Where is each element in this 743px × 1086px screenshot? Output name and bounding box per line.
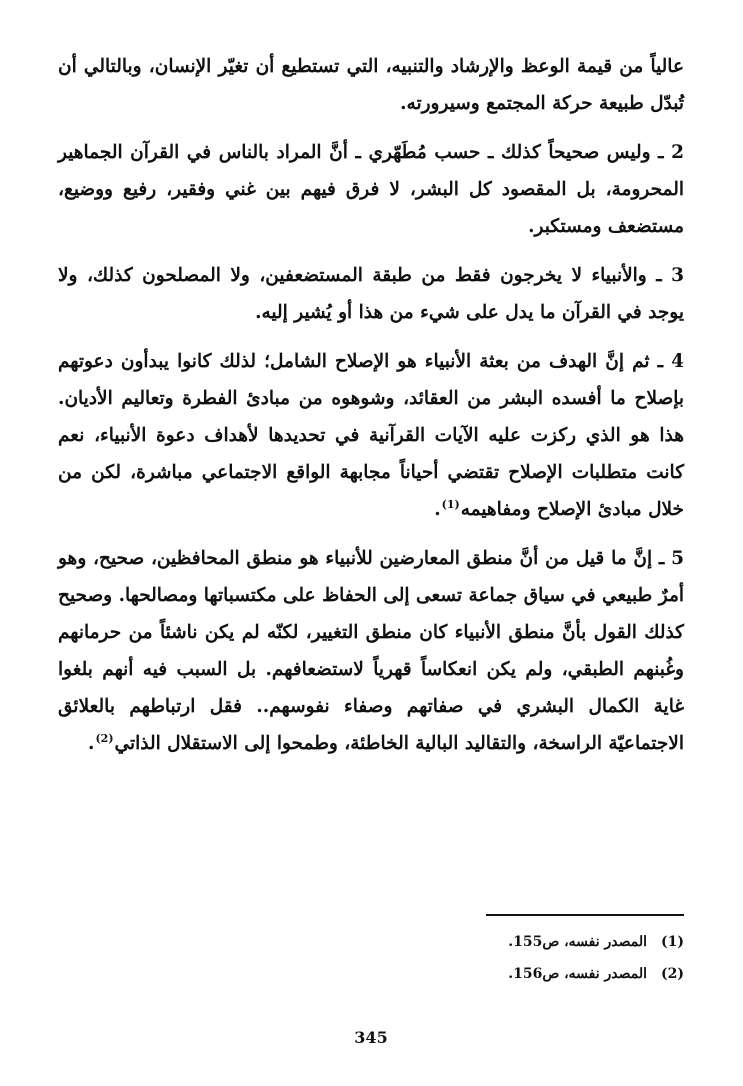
footnote-divider xyxy=(486,914,684,916)
footnote-ref-2[interactable]: (2) xyxy=(95,731,114,745)
paragraph-intro-text: عالياً من قيمة الوعظ والإرشاد والتنبيه، التي تستطيع أن تغيّر الإنسان، وبالتالي أن تُبدّل طبيعة حركة المجتمع وسيرورته. xyxy=(58,56,684,114)
paragraph-3-text: 3 ـ والأنبياء لا يخرجون فقط من طبقة المستضعفين، ولا المصلحون كذلك، ولا يوجد في القرآن ما يدل على شيء من هذا أو يُشير إليه. xyxy=(58,265,684,323)
paragraph-2-text: 2 ـ وليس صحيحاً كذلك ـ حسب مُطَهّري ـ أنَّ المراد بالناس في القرآن الجماهير المحرومة، بل المقصود كل البشر، لا فرق فيهم بين غني وفقير، رفيع ووضيع، مستضعف ومستكبر. xyxy=(58,142,684,237)
footnote-2-text: المصدر نفسه، ص156. xyxy=(508,966,647,982)
footnote-1 xyxy=(58,926,684,958)
body-text xyxy=(58,48,684,762)
paragraph-intro xyxy=(58,48,684,122)
page-number: 345 xyxy=(354,1028,388,1047)
paragraph-5 xyxy=(58,540,684,762)
paragraph-4 xyxy=(58,343,684,528)
footnote-1-text: المصدر نفسه، ص155. xyxy=(508,934,647,950)
paragraph-5-text: 5 ـ إنَّ ما قيل من أنَّ منطق المعارضين للأنبياء هو منطق المحافظين، صحيح، وهو أمرٌ طبيعي في سياق جماعة تسعى إلى الحفاظ على مكتسباتها ومصالحها. وصحيح كذلك القول بأنَّ منطق الأنبياء كان منطق التغيير، لكنّه لم يكن ناشئاً من حرمانهم وغُبنهم الطبقي، ولم يكن انعكاساً قهرياً لاستضعافهم. بل السبب فيه أنهم بلغوا غاية الكمال البشري في صفاتهم وصفاء نفوسهم.. فقل ارتباطهم بالعلائق الاجتماعيّة الراسخة، والتقاليد البالية الخاطئة، وطمحوا إلى الاستقلال الذاتي xyxy=(58,548,684,754)
paragraph-5-end: . xyxy=(87,733,95,754)
footnote-2-number: (2) xyxy=(661,966,684,982)
paragraph-4-end: . xyxy=(434,499,441,520)
footnote-1-number: (1) xyxy=(661,934,684,950)
footnotes xyxy=(58,926,684,990)
paragraph-3 xyxy=(58,257,684,331)
footnote-2 xyxy=(58,958,684,990)
paragraph-4-text: 4 ـ ثم إنَّ الهدف من بعثة الأنبياء هو الإصلاح الشامل؛ لذلك كانوا يبدأون دعوتهم بإصلاح ما أفسده البشر من العقائد، وشوهوه من مبادئ الفطرة وتعاليم الأديان. هذا هو الذي ركزت عليه الآيات القرآنية في تحديدها لأهداف دعوة الأنبياء، نعم كانت متطلبات الإصلاح تقتضي أحياناً مجابهة الواقع الاجتماعي مباشرة، لكن من خلال مبادئ الإصلاح ومفاهيمه xyxy=(58,351,684,520)
book-page xyxy=(58,48,684,1058)
footnote-ref-1[interactable]: (1) xyxy=(441,497,460,511)
paragraph-2 xyxy=(58,134,684,245)
